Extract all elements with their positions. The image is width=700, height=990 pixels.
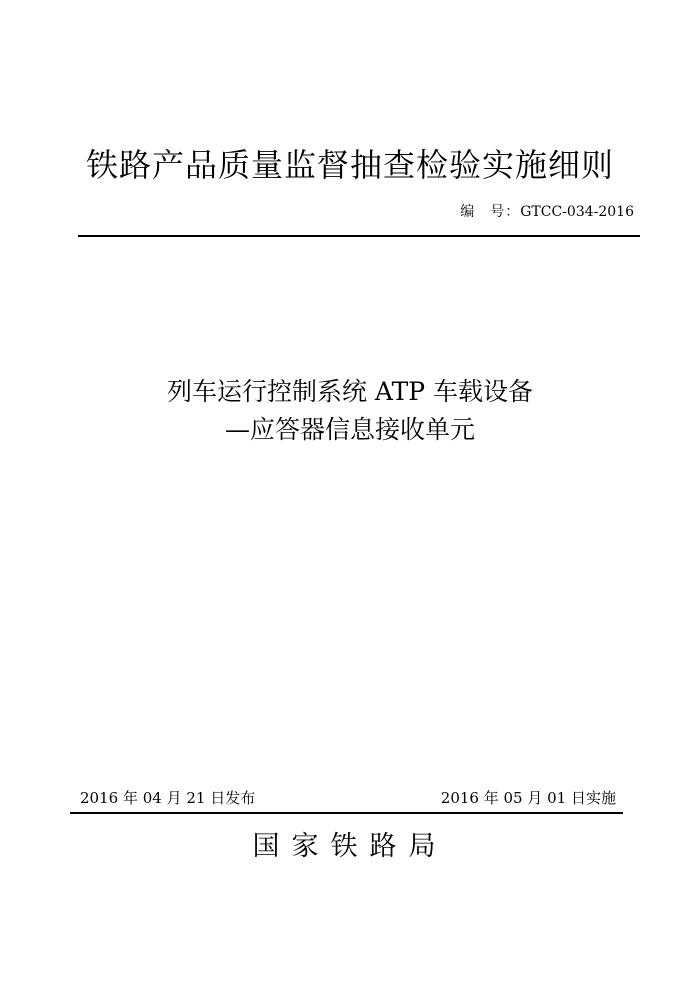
document-number-label: 编 号： [460,204,521,220]
subject-line-1: 列车运行控制系统 ATP 车载设备 [166,377,534,406]
issue-date: 2016 年 04 月 21 日发布 [80,789,256,807]
document-number-value: GTCC-034-2016 [520,204,634,220]
document-number [460,201,634,221]
document-title: 铁路产品质量监督抽查检验实施细则 [85,146,614,184]
bottom-divider [70,812,623,814]
effective-date: 2016 年 05 月 01 日实施 [440,789,616,807]
issuing-authority: 国家铁路局 [252,831,448,862]
document-subject [0,373,700,449]
subject-line-2: —应答器信息接收单元 [224,415,475,444]
top-divider [78,235,640,237]
